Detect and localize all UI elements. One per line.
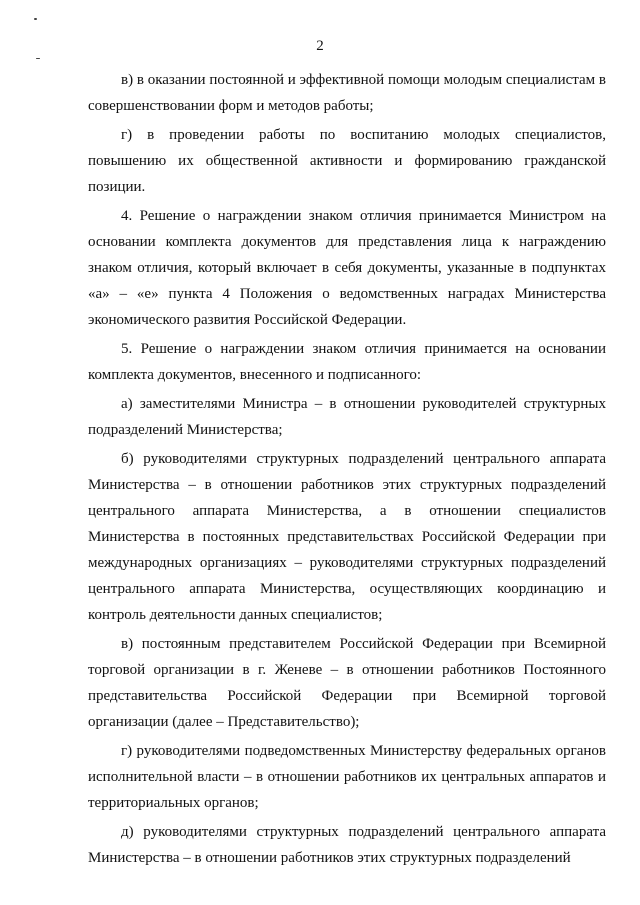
- paragraph-item-5: 5. Решение о награждении знаком отличия принимается на основании комплекта документов, внесенного и подписанного:: [88, 341, 606, 383]
- paragraph-item-5-a: а) заместителями Министра – в отношении руководителей структурных подразделений Министерства;: [88, 396, 606, 438]
- paragraph-item-5-v: в) постоянным представителем Российской Федерации при Всемирной торговой организации в г. Женеве – в отношении работников Постоянного представительства Российской Федерации при Всемирной торговой организации (далее – Представительство);: [88, 636, 606, 730]
- paragraph-item-4: 4. Решение о награждении знаком отличия принимается Министром на основании комплекта документов для представления лица к награждению знаком отличия, который включает в себя документы, указанные в подпунктах «а» – «е» пункта 4 Положения о ведомственных наградах Министерства экономического развития Российской Федерации.: [88, 208, 606, 328]
- paragraph-item-5-b: б) руководителями структурных подразделений центрального аппарата Министерства – в отношении работников этих структурных подразделений центрального аппарата Министерства, а в отношении специалистов Министерства в постоянных представительствах Российской Федерации при международных организациях – руководителями структурных подразделений центрального аппарата Министерства, осуществляющих координацию и контроль деятельности данных специалистов;: [88, 451, 606, 623]
- paragraph-subitem-g: г) в проведении работы по воспитанию молодых специалистов, повышению их общественной активности и формированию гражданской позиции.: [88, 127, 606, 195]
- page-number: 2: [316, 38, 324, 54]
- scan-mark: [34, 18, 37, 20]
- document-body: [88, 67, 606, 874]
- paragraph-item-5-d: д) руководителями структурных подразделений центрального аппарата Министерства – в отношении работников этих структурных подразделений: [88, 824, 606, 866]
- paragraph-subitem-v: в) в оказании постоянной и эффективной помощи молодым специалистам в совершенствовании форм и методов работы;: [88, 72, 606, 114]
- scan-mark: [36, 58, 40, 59]
- paragraph-item-5-g: г) руководителями подведомственных Министерству федеральных органов исполнительной власти – в отношении работников их центральных аппаратов и территориальных органов;: [88, 743, 606, 811]
